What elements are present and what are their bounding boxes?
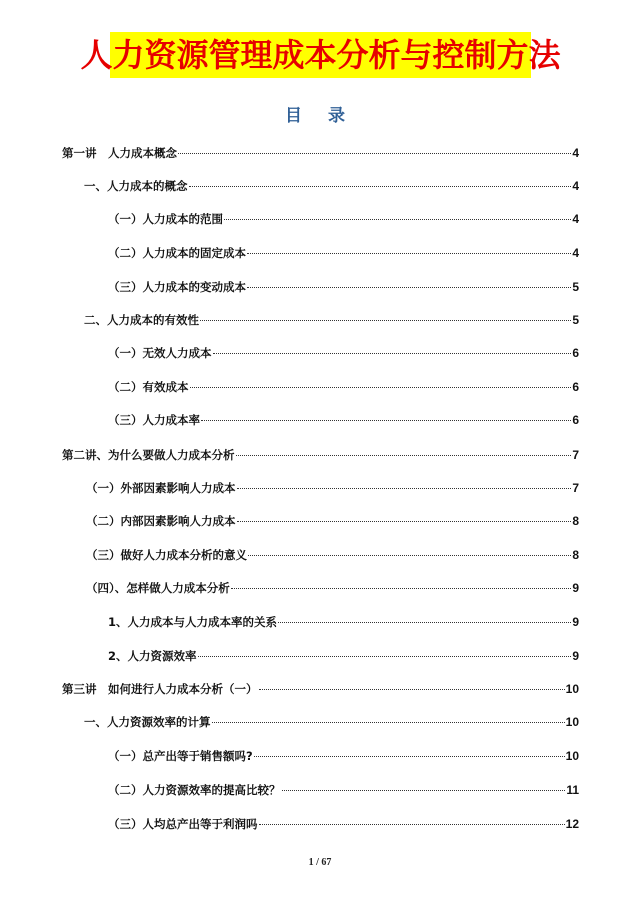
toc-entry[interactable]: [84, 715, 579, 729]
toc-dot-leader: [190, 387, 572, 388]
toc-dot-leader: [201, 420, 571, 421]
toc-entry-label: （二）人力成本的固定成本: [108, 246, 246, 260]
toc-entry[interactable]: [108, 280, 579, 294]
page-indicator: 1 / 67: [308, 857, 332, 868]
toc-dot-leader: [282, 790, 566, 791]
toc-entry[interactable]: [62, 146, 579, 160]
toc-entry[interactable]: [62, 682, 579, 696]
toc-dot-leader: [231, 588, 572, 589]
toc-entry[interactable]: [86, 514, 579, 528]
toc-dot-leader: [198, 656, 572, 657]
toc-entry-page-number: 11: [566, 783, 579, 797]
toc-entry[interactable]: [108, 246, 579, 260]
toc-entry[interactable]: [108, 380, 579, 394]
toc-entry-page-number: 9: [572, 649, 579, 663]
toc-dot-leader: [254, 756, 565, 757]
toc-entry-label: 第三讲 如何进行人力成本分析（一）: [62, 682, 258, 696]
document-title: 人力资源管理成本分析与控制方法: [80, 36, 561, 74]
toc-dot-leader: [178, 153, 571, 154]
toc-dot-leader: [237, 521, 572, 522]
toc-dot-leader: [278, 622, 571, 623]
toc-entry[interactable]: [108, 346, 579, 360]
toc-entry-page-number: 5: [572, 280, 579, 294]
document-title-banner: [80, 32, 561, 78]
toc-entry-label: （三）人均总产出等于利润吗: [108, 817, 258, 831]
toc-entry[interactable]: [108, 649, 579, 663]
toc-entry-label: （三）做好人力成本分析的意义: [86, 548, 247, 562]
toc-entry[interactable]: [86, 481, 579, 495]
toc-dot-leader: [224, 219, 571, 220]
toc-dot-leader: [213, 353, 572, 354]
toc-entry-page-number: 6: [572, 413, 579, 427]
toc-dot-leader: [189, 186, 572, 187]
toc-entry[interactable]: [108, 615, 579, 629]
toc-entry[interactable]: [108, 413, 579, 427]
toc-entry-page-number: 8: [572, 548, 579, 562]
toc-entry-label: 第一讲 人力成本概念: [62, 146, 177, 160]
toc-entry[interactable]: [84, 179, 579, 193]
toc-entry[interactable]: [84, 313, 579, 327]
toc-dot-leader: [259, 689, 565, 690]
toc-entry[interactable]: [62, 448, 579, 462]
toc-entry-page-number: 9: [572, 615, 579, 629]
toc-entry-page-number: 4: [572, 179, 579, 193]
toc-entry-label: 2、人力资源效率: [108, 649, 197, 663]
toc-entry-label: （三）人力成本的变动成本: [108, 280, 246, 294]
toc-dot-leader: [248, 555, 571, 556]
toc-entry-label: 一、人力成本的概念: [84, 179, 188, 193]
toc-entry-label: （一）人力成本的范围: [108, 212, 223, 226]
toc-entry[interactable]: [108, 749, 579, 763]
toc-dot-leader: [259, 824, 565, 825]
toc-dot-leader: [236, 455, 572, 456]
toc-entry-page-number: 6: [572, 380, 579, 394]
toc-dot-leader: [237, 488, 572, 489]
toc-entry-page-number: 9: [572, 581, 579, 595]
toc-entry-page-number: 7: [572, 481, 579, 495]
toc-entry-page-number: 6: [572, 346, 579, 360]
toc-entry[interactable]: [108, 783, 579, 797]
toc-entry[interactable]: [108, 817, 579, 831]
toc-entry-label: （四）、怎样做人力成本分析: [86, 581, 230, 595]
toc-entry-label: （一）总产出等于销售额吗?: [108, 749, 253, 763]
toc-entry-page-number: 10: [565, 682, 579, 696]
toc-entry-label: 一、人力资源效率的计算: [84, 715, 211, 729]
toc-entry-label: （一）无效人力成本: [108, 346, 212, 360]
toc-entry-label: （三）人力成本率: [108, 413, 200, 427]
toc-entry[interactable]: [86, 548, 579, 562]
toc-entry-label: 1、人力成本与人力成本率的关系: [108, 615, 277, 629]
toc-entry-page-number: 10: [565, 715, 579, 729]
toc-entry-page-number: 12: [565, 817, 579, 831]
toc-entry-label: （二）人力资源效率的提高比较？: [108, 783, 281, 797]
toc-entry-page-number: 10: [565, 749, 579, 763]
toc-entry-page-number: 4: [572, 246, 579, 260]
toc-entry-page-number: 5: [572, 313, 579, 327]
toc-entry[interactable]: [108, 212, 579, 226]
toc-entry-label: （二）内部因素影响人力成本: [86, 514, 236, 528]
toc-entry-page-number: 8: [572, 514, 579, 528]
toc-entry-label: （一）外部因素影响人力成本: [86, 481, 236, 495]
toc-dot-leader: [200, 320, 571, 321]
toc-entry[interactable]: [86, 581, 579, 595]
toc-heading: 目 录: [285, 106, 355, 126]
toc-entry-page-number: 4: [572, 212, 579, 226]
toc-entry-label: （二）有效成本: [108, 380, 189, 394]
toc-dot-leader: [247, 253, 571, 254]
toc-entry-page-number: 4: [572, 146, 579, 160]
toc-entry-label: 第二讲、为什么要做人力成本分析: [62, 448, 235, 462]
toc-entry-label: 二、人力成本的有效性: [84, 313, 199, 327]
toc-dot-leader: [212, 722, 565, 723]
toc-entry-page-number: 7: [572, 448, 579, 462]
toc-dot-leader: [247, 287, 571, 288]
